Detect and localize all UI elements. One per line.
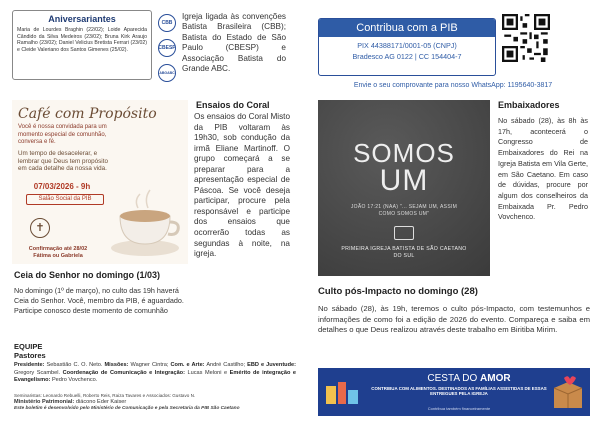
cesta-amor-logo-b: AMOR: [480, 373, 511, 384]
patrimonial-label: Ministério Patrimonial:: [14, 399, 75, 405]
aniversariantes-box: [12, 10, 152, 80]
patrimonial-text: [14, 399, 296, 406]
arte-name: André Castilho;: [206, 362, 246, 368]
bank-account: Bradesco AG 0122 | CC 154404-7: [352, 52, 462, 61]
food-items-icon: [322, 378, 362, 408]
cafe-confirm-date: Confirmação até 28/02: [28, 246, 88, 252]
somos-word: SOMOS: [353, 138, 455, 168]
arte-label: Com. e Arte:: [170, 362, 205, 368]
ebd-label: EBD e Juventude:: [247, 362, 296, 368]
cross-icon: ✝: [30, 218, 50, 238]
cbb-logo-icon: CBB: [158, 14, 176, 32]
presidente-label: Presidente:: [14, 362, 45, 368]
seminaristas-text: Seminaristas: Leonardo Rebuelli, Roberto Reis, Raiza Tavares e Associados: Gustavo N.: [14, 393, 196, 398]
equipe-text: [14, 362, 296, 385]
culto-text: No sábado (28), às 19h, teremos o culto pós-Impacto, com testemunhos e informações de como foi a edição de 2026 do evento. Compareça e saiba em detalhes o que Deus realizou através deste trabalho em Biritiba Mirim.: [318, 304, 590, 335]
cesta-amor-foot: Contribua também financeiramente: [427, 406, 491, 411]
convention-logos: [158, 14, 178, 89]
convencoes-text: Igreja ligada às convenções Batista Brasileira (CBB); Batista do Estado de São Paulo (CBESP) e Associação Batista do Grande ABC.: [182, 12, 286, 74]
ceia-title: Ceia do Senhor no domingo (1/03): [14, 270, 161, 280]
cafe-proposito-card: [12, 100, 188, 264]
somos-um-card: [318, 100, 490, 276]
coral-title: Ensaios do Coral: [196, 100, 270, 110]
cafe-invite: Você é nossa convidada para um momento especial de comunhão, conversa e fé.: [18, 124, 107, 145]
aniversariantes-text: Maria de Lourdes Braghin (22/02); Loide Aparecida Cândido da Silva Medeiros (23/02); Bruna Kirk Araujo Ramalho (23/02); Daniel Velicius Bretista Ferrari (23/02) e Cleide Valeriano dos Santos Gimenes (25/02).: [17, 27, 147, 53]
cafe-description: Um tempo de desacelerar, e lembrar que Deus tem propósito em cada detalhe da nossa vida.: [18, 150, 108, 173]
pastores-title: Pastores: [14, 351, 46, 360]
donation-box-icon: [550, 374, 586, 412]
embaixadores-text: No sábado (28), às 8h às 17h, acontecerá o Congresso de Embaixadores do Rei na Igreja Batista em Vila Gerte, em São Caetano. Em caso de dúvidas, procure por algum dos conselheiros da Embaixada Pr. Pedro Vovchenco.: [498, 116, 588, 222]
cbesp-logo-icon: CBESP: [158, 39, 176, 57]
cafe-contact: Fátima ou Gabriela: [33, 253, 83, 259]
coffee-cup-icon: [108, 178, 182, 258]
church-logo-icon: [394, 226, 414, 240]
church-name: PRIMEIRA IGREJA BATISTA DE SÃO CAETANO DO SUL: [341, 246, 467, 259]
ebd-name: Gregory Scambel.: [14, 369, 61, 376]
equipe-title: EQUIPE: [14, 342, 43, 351]
envie-comprovante: Envie o seu comprovante para nosso WhatsApp: 1195640-3817: [353, 82, 553, 89]
culto-title: Culto pós-Impacto no domingo (28): [318, 286, 478, 297]
pix-key: PIX 44388171/0001-05 (CNPJ): [357, 41, 457, 50]
ceia-text: No domingo (1º de março), no culto das 19h haverá Ceia do Senhor. Você, membro da PIB, é aguardado. Participe conosco deste momento de comunhão: [14, 286, 184, 315]
missoes-name: Wagner Cintra;: [130, 362, 169, 368]
patrimonial-name: diácono Eder Kaiser: [75, 399, 127, 405]
coord-label: Coordenação de Comunicação e Integração:: [62, 369, 185, 376]
pix-header: Contribua com a PIB: [319, 19, 495, 37]
cesta-amor-logo-a: CESTA DO: [427, 373, 481, 384]
cesta-amor-logo: [414, 373, 524, 384]
emerito-label: Emérito de integração e Evangelismo:: [14, 369, 297, 384]
pix-box: [318, 18, 496, 76]
boletim-credit: Este boletim é desenvolvido pelo Ministério de Comunicação e pela Secretaria da PIB São Caetano: [14, 406, 240, 411]
qr-code-icon[interactable]: [502, 14, 550, 62]
cafe-confirmation: [16, 246, 100, 260]
cafe-place: Salão Social da PIB: [26, 194, 104, 205]
abgabc-logo-icon: ABGABC: [158, 64, 176, 82]
um-word: UM: [379, 164, 429, 197]
cafe-date: 07/03/2026 - 9h: [33, 182, 91, 191]
missoes-label: Missões:: [104, 362, 129, 368]
emerito-name: Pedro Vovchenco.: [51, 377, 98, 384]
somos-verse: JOÃO 17:21 (NAA) "... SEJAM UM, ASSIM COMO SOMOS UM": [350, 204, 458, 217]
cafe-title: Café com Propósito: [18, 106, 157, 122]
aniversariantes-title: Aniversariantes: [48, 14, 116, 24]
cesta-amor-banner: [318, 368, 590, 416]
embaixadores-title: Embaixadores: [498, 100, 560, 110]
cesta-amor-text: CONTRIBUA COM ALIMENTOS. DESTINADOS AS FAMÍLIAS ASSISTIDAS DE ESSAS ENTREGUES PELA IGREJA: [371, 386, 547, 397]
coral-text: Os ensaios do Coral Misto da PIB voltaram às 19h30, sob condução da irmã Eliane Martinoff. O grupo começará a se preparar para a apresentação especial de Páscoa. Se você deseja participar, procure pela responsável e participe dos ensaios que ocorrerão todas as segundas à noite, na igreja.: [194, 112, 291, 259]
presidente-name: Sebastião C. O. Neto.: [46, 362, 103, 368]
coord-name: Lucas Meloni e: [187, 369, 228, 376]
